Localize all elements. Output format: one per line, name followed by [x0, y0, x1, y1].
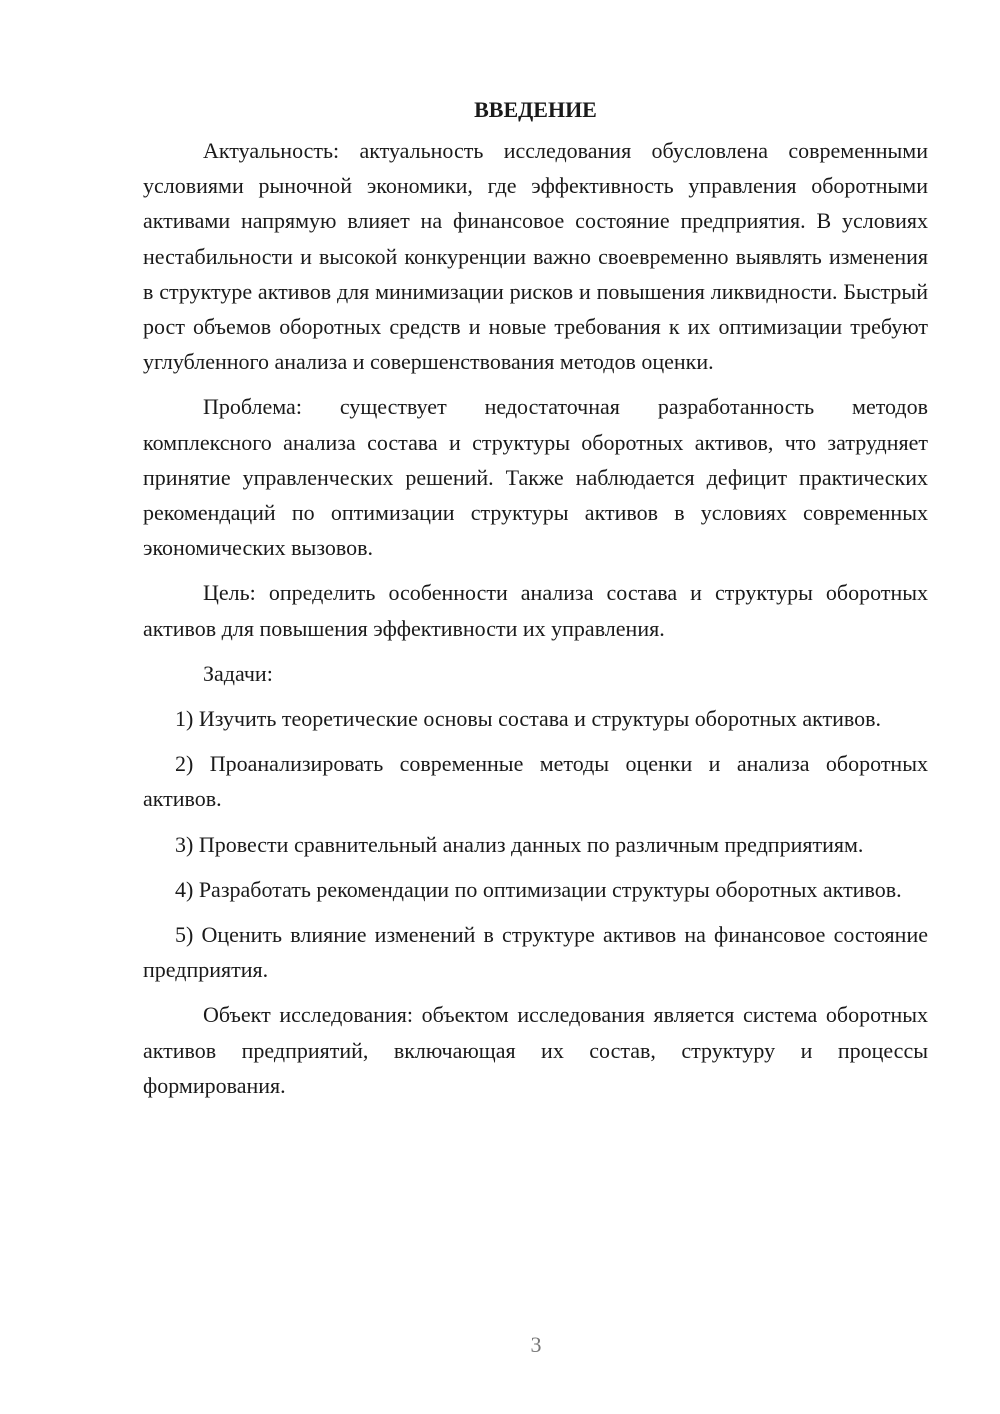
task-item: 1) Изучить теоретические основы состава и структуры оборотных активов. [175, 706, 882, 732]
task-item: 2) Проанализировать современные методы оценки и анализа оборотных активов. [143, 751, 928, 812]
page-title: ВВЕДЕНИЕ [474, 97, 597, 122]
task-item: 4) Разработать рекомендации по оптимизации структуры оборотных активов. [175, 876, 902, 902]
page-number: 3 [530, 1332, 542, 1357]
task-item: 5) Оценить влияние изменений в структуре активов на финансовое состояние предприятия. [143, 922, 928, 983]
goal-paragraph: Цель: определить особенности анализа состава и структуры оборотных активов для повышения эффективности их управления. [143, 580, 928, 641]
relevance-paragraph: Актуальность: актуальность исследования обусловлена современными условиями рыночной экономики, где эффективность управления оборотными активами напрямую влияет на финансовое состояние предприятия. В условиях нестабильности и высокой конкуренции важно своевременно выявлять изменения в структуре активов для минимизации рисков и повышения ликвидности. Быстрый рост объемов оборотных средств и новые требования к их оптимизации требуют углубленного анализа и совершенствования методов оценки. [143, 138, 928, 375]
task-item: 3) Провести сравнительный анализ данных по различным предприятиям. [175, 831, 864, 857]
page-content [143, 92, 928, 1103]
object-paragraph: Объект исследования: объектом исследования является система оборотных активов предприятий, включающая их состав, структуру и процессы формирования. [143, 1002, 928, 1098]
tasks-heading: Задачи: [203, 660, 273, 686]
problem-paragraph: Проблема: существует недостаточная разработанность методов комплексного анализа состава и структуры оборотных активов, что затрудняет принятие управленческих решений. Также наблюдается дефицит практических рекомендаций по оптимизации структуры активов в условиях современных экономических вызовов. [143, 394, 928, 561]
